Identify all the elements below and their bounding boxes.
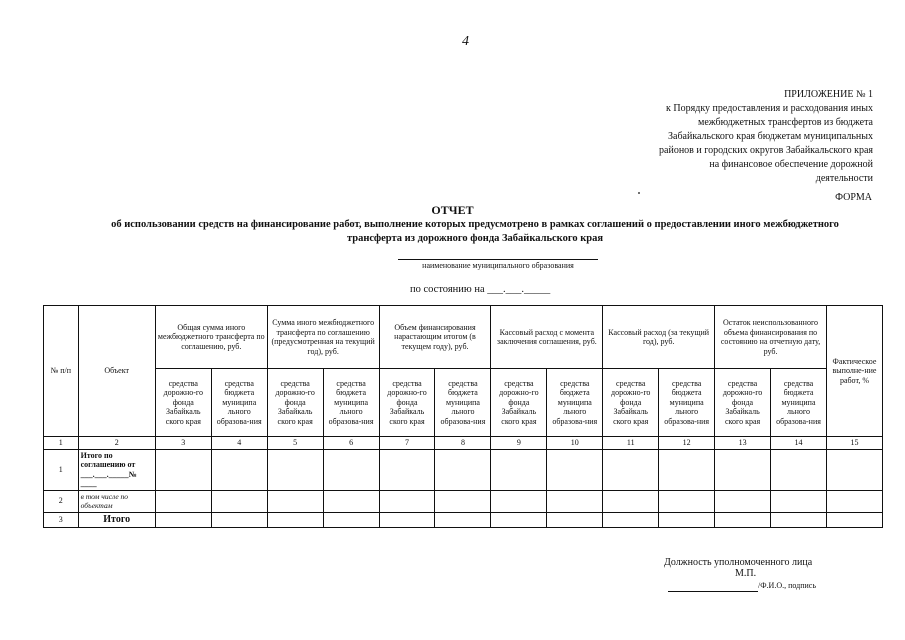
data-cell[interactable] <box>435 512 491 527</box>
column-number: 14 <box>771 437 827 450</box>
signature-position: Должность уполномоченного лица <box>664 557 813 568</box>
report-table <box>43 305 883 528</box>
as-of-date: по состоянию на ___.___._____ <box>410 284 551 295</box>
appendix-line: деятельности <box>815 173 873 184</box>
data-cell[interactable] <box>379 490 435 512</box>
column-number-row <box>44 437 883 450</box>
appendix-line: на финансовое обеспечение дорожной <box>709 159 873 170</box>
column-number: 5 <box>267 437 323 450</box>
subheader-road-fund: средства дорожно-го фонда Забайкаль ского края <box>603 369 659 437</box>
data-cell[interactable] <box>826 490 882 512</box>
scan-speck <box>638 192 640 194</box>
data-cell[interactable] <box>491 449 547 490</box>
column-number: 15 <box>826 437 882 450</box>
row-label: Итого <box>78 512 155 527</box>
column-number: 4 <box>211 437 267 450</box>
column-number: 7 <box>379 437 435 450</box>
subheader-road-fund: средства дорожно-го фонда Забайкаль ского края <box>715 369 771 437</box>
municipality-fill-line[interactable] <box>398 259 598 260</box>
subheader-municipal: средства бюджета муниципа льного образова-ния <box>323 369 379 437</box>
subheader-road-fund: средства дорожно-го фонда Забайкаль ского края <box>267 369 323 437</box>
header-group: Остаток неиспользованного объема финансирования по состоянию на отчетную дату, руб. <box>715 306 827 369</box>
header-group: Кассовый расход с момента заключения соглашения, руб. <box>491 306 603 369</box>
appendix-line: к Порядку предоставления и расходования иных <box>666 103 873 114</box>
data-cell[interactable] <box>323 449 379 490</box>
document-title: ОТЧЕТ <box>431 203 474 217</box>
data-cell[interactable] <box>155 490 211 512</box>
row-number: 3 <box>44 512 79 527</box>
data-cell[interactable] <box>715 449 771 490</box>
stamp-place: М.П. <box>735 568 757 579</box>
subheader-municipal: средства бюджета муниципа льного образова-ния <box>435 369 491 437</box>
subheader-municipal: средства бюджета муниципа льного образова-ния <box>547 369 603 437</box>
data-cell[interactable] <box>323 512 379 527</box>
subheader-municipal: средства бюджета муниципа льного образова-ния <box>211 369 267 437</box>
signature-line[interactable] <box>668 591 758 592</box>
header-group: Кассовый расход (за текущий год), руб. <box>603 306 715 369</box>
table-row <box>44 512 883 527</box>
data-cell[interactable] <box>603 512 659 527</box>
subheader-municipal: средства бюджета муниципа льного образова-ния <box>771 369 827 437</box>
subheader-municipal: средства бюджета муниципа льного образова-ния <box>659 369 715 437</box>
appendix-title: ПРИЛОЖЕНИЕ № 1 <box>784 89 873 100</box>
subheader-road-fund: средства дорожно-го фонда Забайкаль ского края <box>155 369 211 437</box>
header-group: Общая сумма иного межбюджетного трансферта по соглашению, руб. <box>155 306 267 369</box>
data-cell[interactable] <box>771 512 827 527</box>
form-label: ФОРМА <box>835 192 872 203</box>
page-number: 4 <box>462 34 469 49</box>
data-cell[interactable] <box>771 449 827 490</box>
data-cell[interactable] <box>659 512 715 527</box>
data-cell[interactable] <box>547 449 603 490</box>
column-number: 10 <box>547 437 603 450</box>
header-no: № п/п <box>44 306 79 437</box>
data-cell[interactable] <box>659 449 715 490</box>
column-number: 3 <box>155 437 211 450</box>
table-row <box>44 449 883 490</box>
row-number: 1 <box>44 449 79 490</box>
column-number: 9 <box>491 437 547 450</box>
subheader-road-fund: средства дорожно-го фонда Забайкаль ского края <box>491 369 547 437</box>
data-cell[interactable] <box>603 490 659 512</box>
data-cell[interactable] <box>323 490 379 512</box>
data-cell[interactable] <box>715 490 771 512</box>
data-cell[interactable] <box>211 449 267 490</box>
data-cell[interactable] <box>715 512 771 527</box>
data-cell[interactable] <box>155 449 211 490</box>
data-cell[interactable] <box>435 490 491 512</box>
data-cell[interactable] <box>826 512 882 527</box>
data-cell[interactable] <box>547 490 603 512</box>
data-cell[interactable] <box>491 490 547 512</box>
appendix-line: районов и городских округов Забайкальского края <box>659 145 873 156</box>
data-cell[interactable] <box>155 512 211 527</box>
appendix-line: Забайкальского края бюджетам муниципальных <box>668 131 873 142</box>
data-cell[interactable] <box>379 512 435 527</box>
data-cell[interactable] <box>379 449 435 490</box>
data-cell[interactable] <box>603 449 659 490</box>
column-number: 12 <box>659 437 715 450</box>
row-label: в том числе по объектам <box>78 490 155 512</box>
column-number: 6 <box>323 437 379 450</box>
signature-fio: /Ф.И.О., подпись <box>758 581 816 590</box>
appendix-block <box>603 88 873 186</box>
column-number: 11 <box>603 437 659 450</box>
header-group: Сумма иного межбюджетного трансферта по соглашению (предусмотренная на текущий год), руб. <box>267 306 379 369</box>
column-number: 13 <box>715 437 771 450</box>
header-group: Объем финансирования нарастающим итогом (в текущем году), руб. <box>379 306 491 369</box>
row-label: Итого по соглашению от ___.___._____№ ____ <box>78 449 155 490</box>
data-cell[interactable] <box>771 490 827 512</box>
appendix-line: межбюджетных трансфертов из бюджета <box>697 117 873 128</box>
data-cell[interactable] <box>211 512 267 527</box>
data-cell[interactable] <box>267 512 323 527</box>
header-actual: Фактическое выполне-ние работ, % <box>826 306 882 437</box>
document-subtitle: об использовании средств на финансирование работ, выполнение которых предусмотрено в рамках соглашений о предоставлении иного межбюджетного трансферта из дорожного фонда Забайкальского края <box>111 219 839 244</box>
data-cell[interactable] <box>659 490 715 512</box>
row-number: 2 <box>44 490 79 512</box>
table-row <box>44 490 883 512</box>
header-object: Объект <box>78 306 155 437</box>
data-cell[interactable] <box>547 512 603 527</box>
column-number: 8 <box>435 437 491 450</box>
data-cell[interactable] <box>826 449 882 490</box>
data-cell[interactable] <box>435 449 491 490</box>
subheader-road-fund: средства дорожно-го фонда Забайкаль ского края <box>379 369 435 437</box>
column-number: 2 <box>78 437 155 450</box>
data-cell[interactable] <box>211 490 267 512</box>
column-number: 1 <box>44 437 79 450</box>
municipality-caption: наименование муниципального образования <box>422 261 574 270</box>
data-cell[interactable] <box>267 449 323 490</box>
data-cell[interactable] <box>267 490 323 512</box>
data-cell[interactable] <box>491 512 547 527</box>
